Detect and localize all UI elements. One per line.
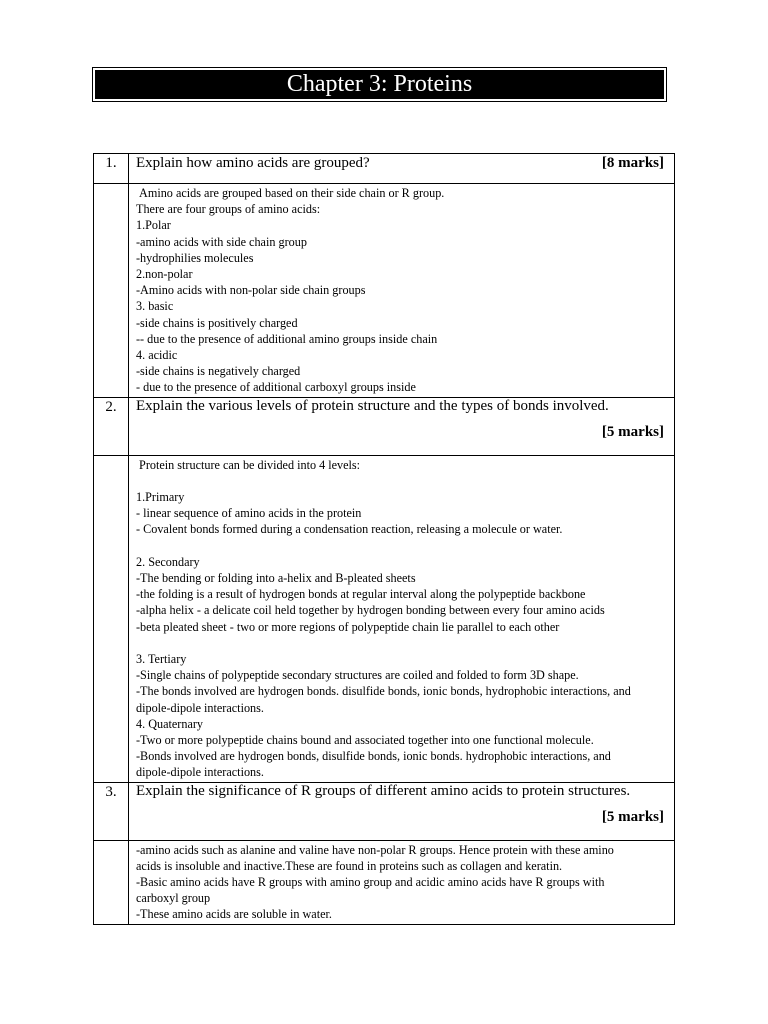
answer-line: -Basic amino acids have R groups with amino group and acidic amino acids have R groups with [136,875,605,890]
answer-line: -Two or more polypeptide chains bound and associated together into one functional molecule. [136,733,594,748]
answer-cell [129,184,675,398]
answer-line: -The bonds involved are hydrogen bonds. disulfide bonds, ionic bonds, hydrophobic interactions, and [136,684,631,699]
answer-line: Protein structure can be divided into 4 levels: [136,457,361,472]
question-text: Explain the significance of R groups of different amino acids to protein structures. [136,782,631,799]
answer-line: -Bonds involved are hydrogen bonds, disulfide bonds, ionic bonds. hydrophobic interactions, and [136,749,611,764]
answer-row [94,184,675,398]
question-row [94,154,675,184]
answer-line: 3. Tertiary [136,652,187,667]
question-text: Explain how amino acids are grouped? [136,155,370,171]
answer-row [94,840,675,924]
question-number: 1. [94,154,129,184]
answer-line: acids is insoluble and inactive.These are found in proteins such as collagen and keratin. [136,858,563,873]
answer-line: 1.Polar [136,218,171,233]
answer-line: 4. Quaternary [136,716,204,731]
answer-line: -amino acids such as alanine and valine have non-polar R groups. Hence protein with these amino [136,842,614,857]
answer-line: -hydrophilies molecules [136,250,254,265]
chapter-title-box [92,67,667,102]
answer-cell [129,840,675,924]
question-row [94,397,675,455]
answer-line: dipole-dipole interactions. [136,700,264,715]
marks-label: [5 marks] [601,423,664,440]
marks-label: [8 marks] [601,155,664,171]
answer-line: -side chains is negatively charged [136,364,301,379]
empty-number-cell [94,184,129,398]
question-cell [129,782,675,840]
question-table [93,153,675,925]
answer-line [136,473,667,489]
answer-line: -alpha helix - a delicate coil held together by hydrogen bonding between every four amino acids [136,603,605,618]
answer-line: dipole-dipole interactions. [136,765,264,780]
answer-line: 2. Secondary [136,554,200,569]
answer-line: -Amino acids with non-polar side chain groups [136,283,366,298]
question-text: Explain the various levels of protein structure and the types of bonds involved. [136,397,609,414]
answer-line [136,635,667,651]
question-number: 3. [94,782,129,840]
answer-line [136,538,667,554]
answer-row [94,455,675,782]
answer-line: -The bending or folding into a-helix and B-pleated sheets [136,571,416,586]
answer-line: 4. acidic [136,348,178,363]
empty-number-cell [94,840,129,924]
answer-line: - Covalent bonds formed during a condensation reaction, releasing a molecule or water. [136,522,563,537]
answer-cell [129,455,675,782]
answer-line: 2.non-polar [136,267,193,282]
answer-line: -Single chains of polypeptide secondary structures are coiled and folded to form 3D shape. [136,668,579,683]
answer-line: There are four groups of amino acids: [136,202,321,217]
answer-line: -the folding is a result of hydrogen bonds at regular interval along the polypeptide backbone [136,587,586,602]
answer-line: carboxyl group [136,891,211,906]
answer-line: 1.Primary [136,490,185,505]
answer-line: -side chains is positively charged [136,315,298,330]
answer-line: - due to the presence of additional carboxyl groups inside [136,380,416,395]
question-cell [129,397,675,455]
answer-line: -beta pleated sheet - two or more regions of polypeptide chain lie parallel to each other [136,619,560,634]
question-number: 2. [94,397,129,455]
answer-line: -- due to the presence of additional amino groups inside chain [136,331,438,346]
question-row [94,782,675,840]
marks-label: [5 marks] [601,808,664,825]
answer-line: -These amino acids are soluble in water. [136,907,332,922]
chapter-title: Chapter 3: Proteins [95,70,664,99]
empty-number-cell [94,455,129,782]
answer-line: 3. basic [136,299,174,314]
answer-line: Amino acids are grouped based on their side chain or R group. [136,186,445,200]
answer-line: -amino acids with side chain group [136,234,307,249]
question-cell [129,154,675,184]
answer-line: - linear sequence of amino acids in the protein [136,506,362,521]
